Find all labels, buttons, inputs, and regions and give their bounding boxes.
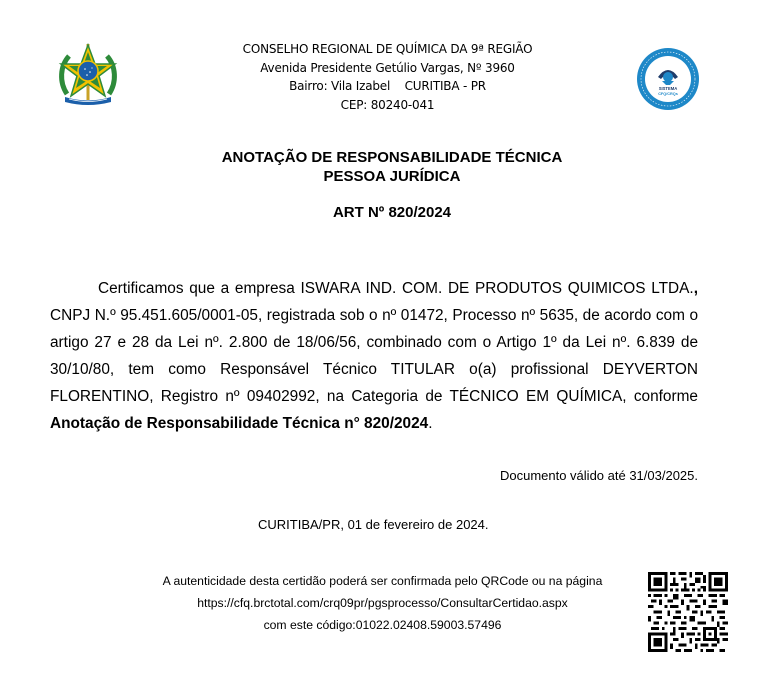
svg-text:CFQ/CRQs: CFQ/CRQs (658, 92, 678, 96)
verification-url[interactable]: https://cfq.brctotal.com/crq09pr/pgsprocesso/ConsultarCertidao.aspx (197, 596, 568, 610)
paragraph-end: . (428, 415, 433, 432)
validity-note: Documento válido até 31/03/2025. (499, 468, 698, 483)
authenticity-text: A autenticidade desta certidão poderá ser confirmada pelo QRCode ou na página (162, 574, 603, 588)
certification-intro: Certificamos que a empresa ISWARA IND. COM. DE PRODUTOS QUIMICOS LTDA. (98, 280, 694, 297)
verification-code: com este código:01022.02408.59003.57496 (263, 618, 502, 632)
certification-details: CNPJ N.º 95.451.605/0001-05, registrada sob o nº 01472, Processo nº 5635, de acordo com o artigo 27 e 28 da Lei nº. 2.800 de 18/06/56, combinado com o Artigo 1º da Lei nº. 6.839 de 30/10/80, tem como Responsável Técnico TITULAR o(a) profissional DEYVERTON FLORENTINO, Registro nº 09402992, na Categoria de TÉCNICO EM QUÍMICA, conforme (50, 307, 698, 405)
place-and-date: CURITIBA/PR, 01 de fevereiro de 2024. (258, 517, 489, 532)
brazil-coat-of-arms-icon (57, 42, 119, 108)
title-line-2: PESSOA JURÍDICA (323, 168, 461, 185)
title-line-1: ANOTAÇÃO DE RESPONSABILIDADE TÉCNICA (221, 149, 563, 166)
certification-paragraph (50, 275, 698, 437)
qr-code-icon[interactable] (648, 572, 728, 652)
document-title (150, 148, 634, 186)
art-number: ART Nº 820/2024 (332, 204, 452, 221)
authenticity-notice (130, 570, 635, 636)
organization-header (200, 40, 575, 114)
art-reference: Anotação de Responsabilidade Técnica n° 820/2024 (50, 415, 429, 432)
org-address: Avenida Presidente Getúlio Vargas, Nº 3960 (260, 60, 515, 75)
org-district-city: Bairro: Vila Izabel CURITIBA - PR (289, 79, 486, 93)
svg-text:SISTEMA: SISTEMA (658, 86, 678, 91)
org-name: CONSELHO REGIONAL DE QUÍMICA DA 9ª REGIÃO (242, 42, 533, 56)
org-cep: CEP: 80240-041 (340, 97, 435, 112)
crq-seal-icon (636, 47, 700, 111)
intro-comma: , (693, 280, 698, 297)
